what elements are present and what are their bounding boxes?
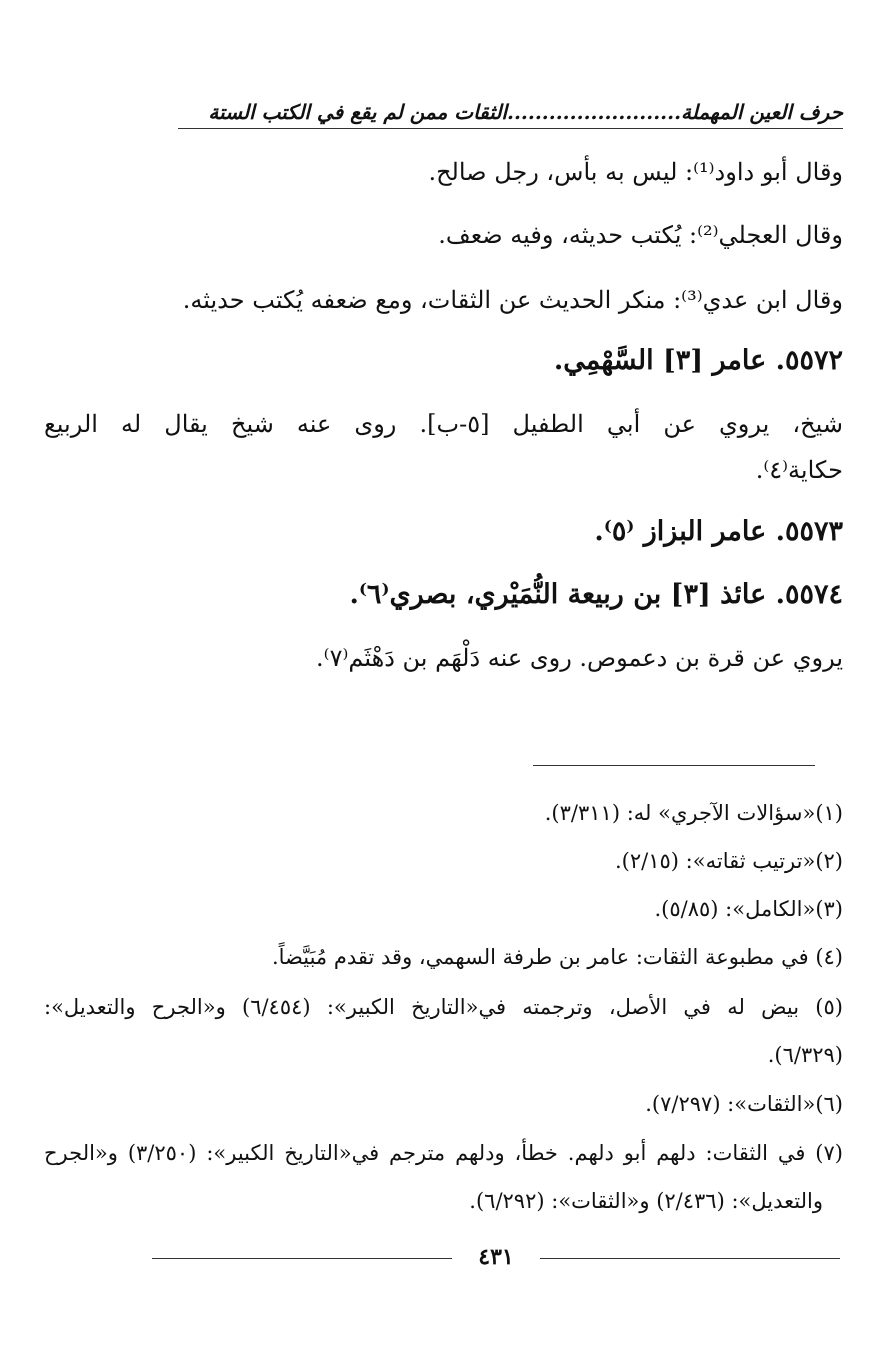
entry-heading: ٥٥٧٤. عائذ [٣] بن ربيعة النُّمَيْري، بصري⁽٦⁾. <box>349 579 843 610</box>
footnote-separator <box>533 765 815 766</box>
footer-rule-right <box>540 1258 840 1259</box>
footnote: (٧) في الثقات: دلهم أبو دلهم. خطأ، ودلهم مترجم في«التاريخ الكبير»: (٣/٢٥٠) و«الجرح <box>44 1141 843 1165</box>
footnote: (٣)«الكامل»: (٥/٨٥). <box>654 897 843 921</box>
entry-heading: ٥٥٧٢. عامر [٣] السَّهْمِي. <box>553 345 843 376</box>
footnote: (٦/٣٢٩). <box>767 1043 843 1067</box>
footnote: (٦)«الثقات»: (٧/٢٩٧). <box>645 1092 843 1116</box>
body-line: شيخ، يروي عن أبي الطفيل [٥-ب]. روى عنه شيخ يقال له الربيع <box>44 410 844 438</box>
entry-heading: ٥٥٧٣. عامر البزاز ⁽٥⁾. <box>594 516 843 547</box>
body-line: وقال أبو داود⁽¹⁾: ليس به بأس، رجل صالح. <box>428 158 843 186</box>
body-line: وقال ابن عدي⁽³⁾: منكر الحديث عن الثقات، ومع ضعفه يُكتب حديثه. <box>182 286 843 314</box>
footnote: (٥) بيض له في الأصل، وترجمته في«التاريخ الكبير»: (٦/٤٥٤) و«الجرح والتعديل»: <box>44 995 843 1019</box>
body-line: وقال العجلي⁽²⁾: يُكتب حديثه، وفيه ضعف. <box>438 221 843 249</box>
footnote: والتعديل»: (٢/٤٣٦) و«الثقات»: (٦/٢٩٢). <box>469 1189 823 1213</box>
running-header: حرف العين المهملة.........................الثقات ممن لم يقع في الكتب الستة <box>178 100 843 129</box>
footnote: (٤) في مطبوعة الثقات: عامر بن طرفة السهمي، وقد تقدم مُبَيَّضاً. <box>271 945 843 969</box>
footnote: (٢)«ترتيب ثقاته»: (٢/١٥). <box>615 849 843 873</box>
footer-rule-left <box>152 1258 452 1259</box>
body-line: يروي عن قرة بن دعموص. روى عنه دَلْهَم بن دَهْثَم⁽٧⁾. <box>316 644 843 672</box>
footnote: (١)«سؤالات الآجري» له: (٣/٣١١). <box>544 801 843 825</box>
body-line: حكاية⁽٤⁾. <box>755 456 843 484</box>
page-number: ٤٣١ <box>478 1244 514 1270</box>
